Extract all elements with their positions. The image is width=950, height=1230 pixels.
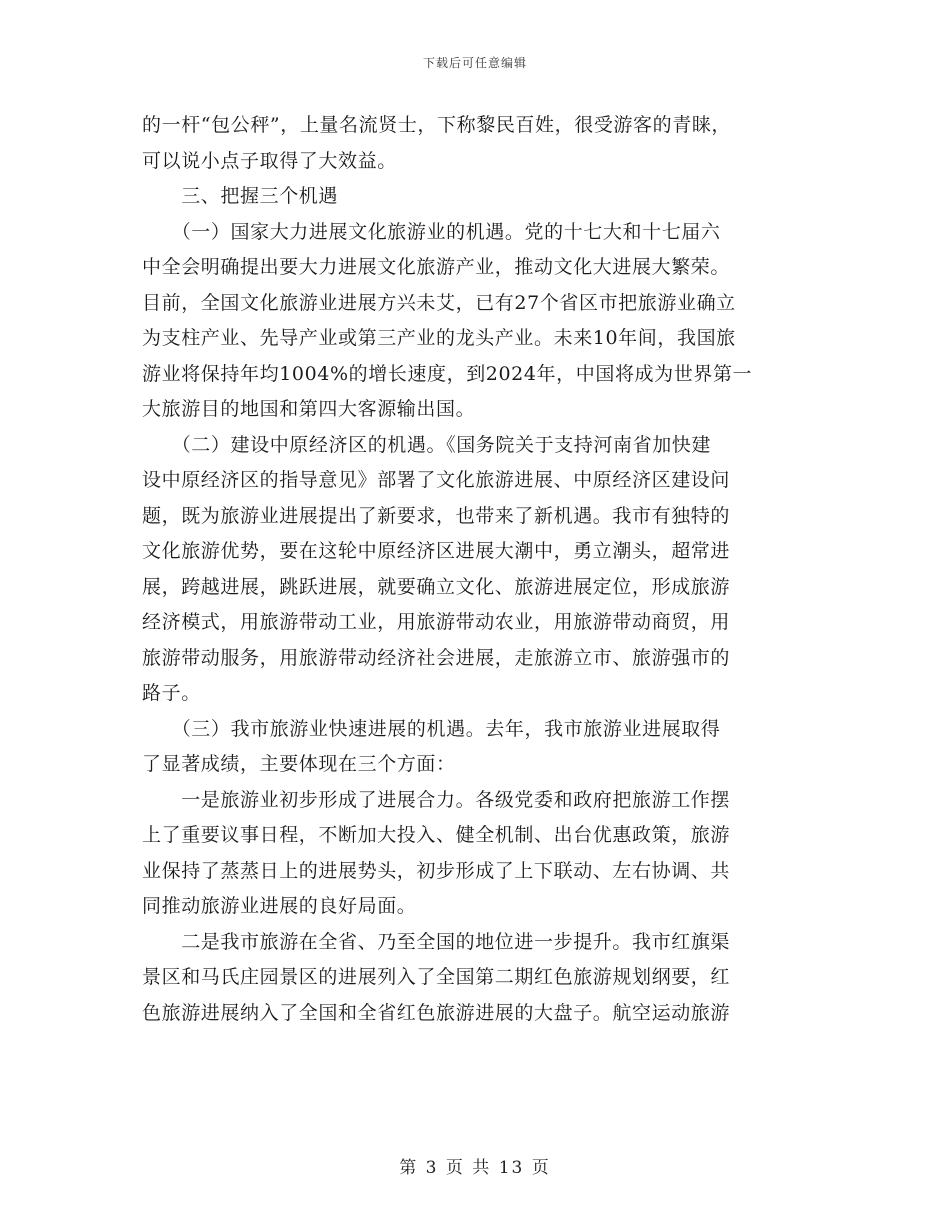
- page-number-footer: 第 3 页 共 13 页: [399, 1158, 551, 1178]
- text-line: 可以说小点子取得了大效益。: [142, 149, 397, 172]
- text-line: 景区和马氏庄园景区的进展列入了全国第二期红色旅游规划纲要，红: [142, 966, 731, 988]
- text-line: 同推动旅游业进展的良好局面。: [142, 895, 417, 917]
- page-header: 下载后可任意编辑: [422, 56, 527, 70]
- text-line: （三）我市旅游业快速进展的机遇。去年，我市旅游业进展取得: [142, 717, 721, 740]
- text-line: 路子。: [142, 682, 201, 704]
- text-line: 二是我市旅游在全省、乃至全国的地位进一步提升。我市红旗渠: [142, 930, 731, 953]
- text-line: 上了重要议事日程，不断加大投入、健全机制、出台优惠政策，旅游: [142, 824, 731, 846]
- text-line: 一是旅游业初步形成了进展合力。各级党委和政府把旅游工作摆: [142, 788, 731, 811]
- text-line: 为支柱产业、先导产业或第三产业的龙头产业。未来10年间，我国旅: [142, 327, 736, 349]
- text-line: 大旅游目的地国和第四大客源输出国。: [142, 398, 476, 420]
- text-line: 中全会明确提出要大力进展文化旅游产业，推动文化大进展大繁荣。: [142, 256, 731, 278]
- text-line: 设中原经济区的指导意见》部署了文化旅游进展、中原经济区建设问: [142, 469, 731, 491]
- text-line: 经济模式，用旅游带动工业，用旅游带动农业，用旅游带动商贸，用: [142, 611, 731, 633]
- text-line: 业保持了蒸蒸日上的进展势头，初步形成了上下联动、左右协调、共: [142, 859, 731, 882]
- text-line: 文化旅游优势，要在这轮中原经济区进展大潮中，勇立潮头，超常进: [142, 540, 731, 562]
- text-line: 旅游带动服务，用旅游带动经济社会进展，走旅游立市、旅游强市的: [142, 646, 731, 669]
- text-line: 展，跨越进展，跳跃进展，就要确立文化、旅游进展定位，形成旅游: [142, 575, 731, 598]
- text-line: 游业将保持年均1004%的增长速度，到2024年，中国将成为世界第一: [142, 362, 753, 385]
- section-heading: 三、把握三个机遇: [142, 185, 339, 207]
- text-line: 的一杆“包公秤”，上量名流贤士，下称黎民百姓，很受游客的青睐，: [142, 114, 732, 136]
- text-line: 题，既为旅游业进展提出了新要求，也带来了新机遇。我市有独特的: [142, 504, 731, 527]
- text-line: （二）建设中原经济区的机遇。《国务院关于支持河南省加快建: [142, 433, 712, 456]
- text-line: 目前，全国文化旅游业进展方兴未艾，已有27个省区市把旅游业确立: [142, 291, 736, 314]
- document-body: [142, 108, 802, 1031]
- text-line: 色旅游进展纳入了全国和全省红色旅游进展的大盘子。航空运动旅游: [142, 1001, 731, 1024]
- text-line: （一）国家大力进展文化旅游业的机遇。党的十七大和十七届六: [142, 220, 721, 243]
- text-line: 了显著成绩，主要体现在三个方面：: [142, 753, 456, 775]
